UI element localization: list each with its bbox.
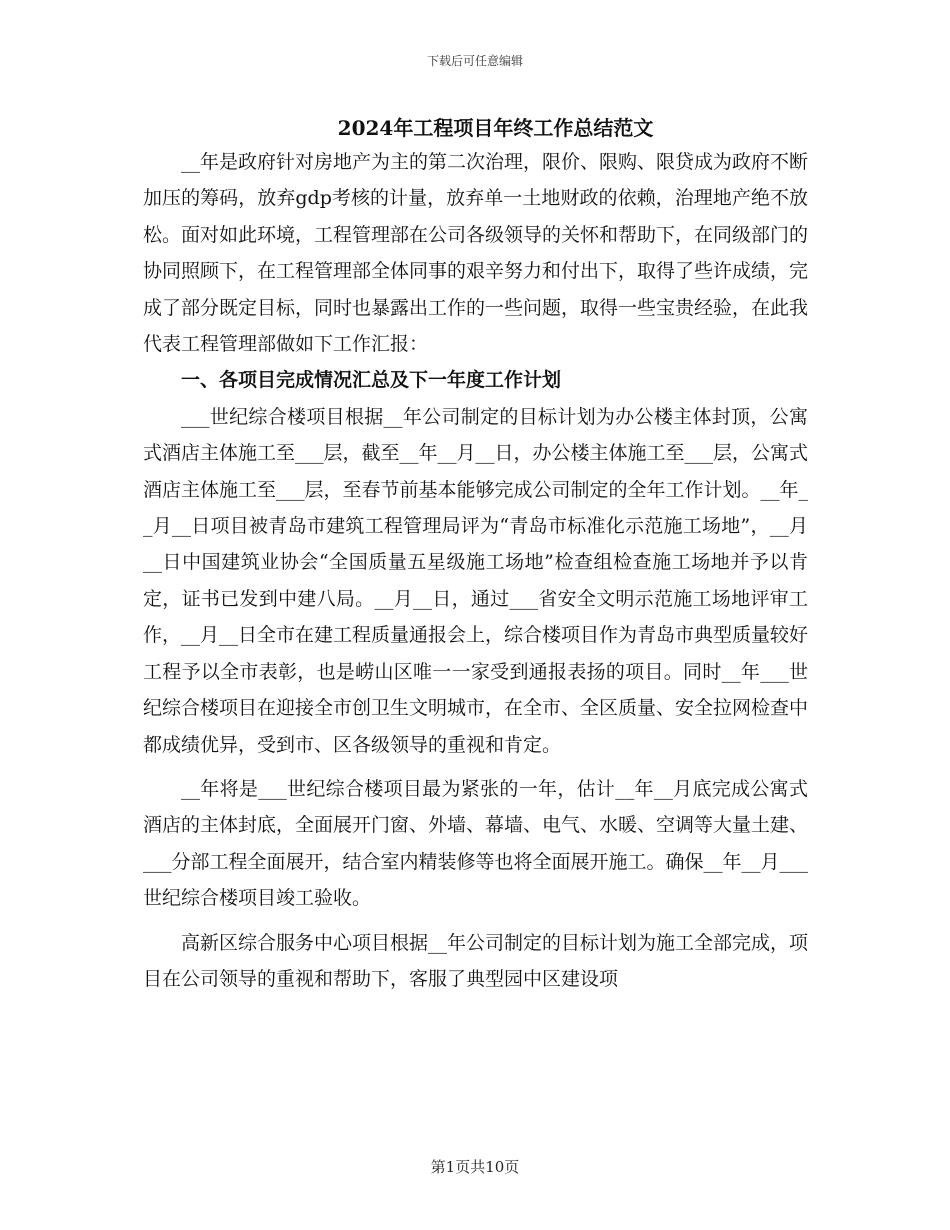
- paragraph-century-complex: ___世纪综合楼项目根据__年公司制定的目标计划为办公楼主体封顶，公寓式酒店主体施工至___层，截至__年__月__日，办公楼主体施工至___层，公寓式酒店主体施工至___层，至春节前基本能够完成公司制定的全年工作计划。__年__月__日项目被青岛市建筑工程管理局评为“青岛市标准化示范施工场地”，__月__日中国建筑业协会“全国质量五星级施工场地”检查组检查施工场地并予以肯定，证书已发到中建八局。__月__日，通过___省安全文明示范施工场地评审工作，__月__日全市在建工程质量通报会上，综合楼项目作为青岛市典型质量较好工程予以全市表彰，也是崂山区唯一一家受到通报表扬的项目。同时__年___世纪综合楼项目在迎接全市创卫生文明城市，在全市、全区质量、安全拉网检查中都成绩优异，受到市、区各级领导的重视和肯定。: [143, 405, 809, 756]
- intro-paragraph: __年是政府针对房地产为主的第二次治理，限价、限购、限贷成为政府不断加压的筹码，放弃gdp考核的计量，放弃单一土地财政的依赖，治理地产绝不放松。面对如此环境，工程管理部在公司各级领导的关怀和帮助下，在同级部门的协同照顾下，在工程管理部全体同事的艰辛努力和付出下，取得了些许成绩，完成了部分既定目标，同时也暴露出工作的一些问题，取得一些宝贵经验，在此我代表工程管理部做如下工作汇报：: [143, 151, 809, 356]
- document-body: [143, 112, 808, 997]
- document-title: 2024年工程项目年终工作总结范文: [337, 116, 654, 140]
- section-heading: 一、各项目完成情况汇总及下一年度工作计划: [181, 369, 562, 392]
- header-note: 下载后可任意编辑: [426, 54, 523, 68]
- paragraph-hightech-center: 高新区综合服务中心项目根据__年公司制定的目标计划为施工全部完成，项目在公司领导的重视和帮助下，客服了典型园中区建设项: [143, 931, 809, 990]
- page-number: 第1页共10页: [430, 1158, 520, 1176]
- paragraph-next-year-plan: __年将是___世纪综合楼项目最为紧张的一年，估计__年__月底完成公寓式酒店的主体封底，全面展开门窗、外墙、幕墙、电气、水暖、空调等大量土建、___分部工程全面展开，结合室内精装修等也将全面展开施工。确保__年__月___世纪综合楼项目竣工验收。: [143, 777, 809, 910]
